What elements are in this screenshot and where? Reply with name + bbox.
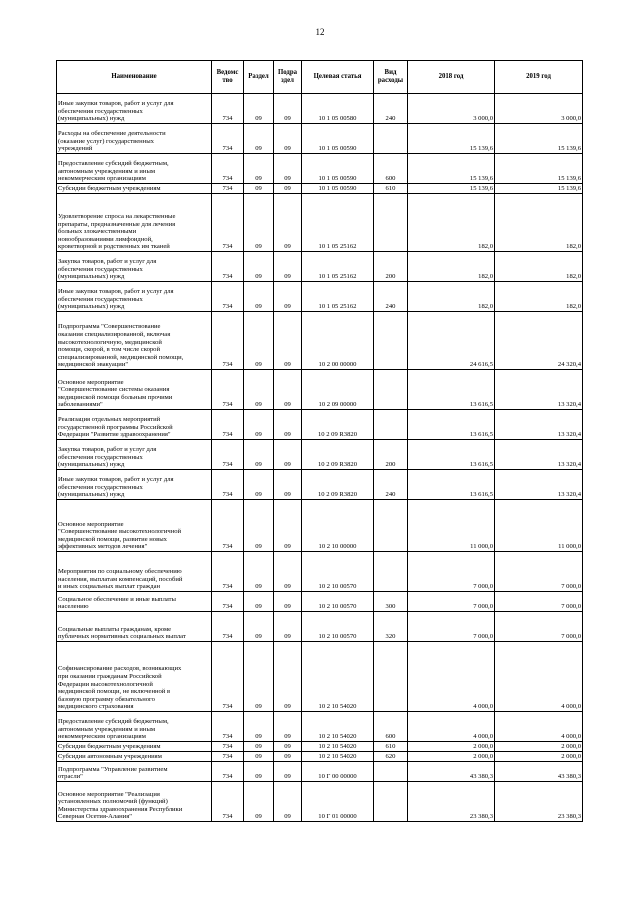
table-row: [57, 470, 583, 500]
cell-2019: 13 320,4: [495, 470, 583, 500]
cell-target: 10 2 10 54020: [302, 752, 374, 762]
cell-2018: 4 000,0: [408, 712, 495, 742]
cell-section: 09: [244, 752, 274, 762]
cell-target: 10 1 05 00580: [302, 94, 374, 124]
cell-name: Иные закупки товаров, работ и услуг для обеспечения государственных (муниципальных) нужд: [57, 94, 212, 124]
table-body: [57, 94, 583, 822]
table-row: [57, 642, 583, 712]
cell-dept: 734: [212, 184, 244, 194]
cell-subsection: 09: [274, 470, 302, 500]
cell-dept: 734: [212, 712, 244, 742]
cell-dept: 734: [212, 500, 244, 552]
cell-2018: 24 616,5: [408, 312, 495, 370]
cell-dept: 734: [212, 124, 244, 154]
cell-name: Социальные выплаты гражданам, кроме публичных нормативных социальных выплат: [57, 612, 212, 642]
cell-name: Реализация отдельных мероприятий государственной программы Российской Федерации "Развитие здравоохранения": [57, 410, 212, 440]
cell-name: Удовлетворение спроса на лекарственные препараты, предназначенные для лечения больных злокачественными новообразованиями лимфоидной, кроветворной и родственных им тканей: [57, 194, 212, 252]
cell-section: 09: [244, 642, 274, 712]
cell-2019: 182,0: [495, 252, 583, 282]
cell-dept: 734: [212, 752, 244, 762]
cell-target: 10 1 05 00590: [302, 124, 374, 154]
cell-section: 09: [244, 94, 274, 124]
cell-exptype: [374, 312, 408, 370]
table-row: [57, 154, 583, 184]
cell-2018: 182,0: [408, 194, 495, 252]
cell-dept: 734: [212, 370, 244, 410]
cell-name: Подпрограмма "Совершенствование оказания специализированной, включая высокотехнологичную, медицинской помощи, скорой, в том числе скорой специализированной, медицинской помощи, медицинской эвакуации": [57, 312, 212, 370]
cell-dept: 734: [212, 312, 244, 370]
cell-section: 09: [244, 612, 274, 642]
table-row: [57, 194, 583, 252]
cell-section: 09: [244, 470, 274, 500]
cell-2019: 2 000,0: [495, 752, 583, 762]
cell-dept: 734: [212, 94, 244, 124]
cell-2019: 13 320,4: [495, 410, 583, 440]
cell-subsection: 09: [274, 782, 302, 822]
cell-2018: 182,0: [408, 282, 495, 312]
cell-dept: 734: [212, 252, 244, 282]
cell-exptype: 610: [374, 742, 408, 752]
cell-section: 09: [244, 440, 274, 470]
cell-2019: 182,0: [495, 282, 583, 312]
cell-subsection: 09: [274, 370, 302, 410]
cell-name: Субсидии бюджетным учреждениям: [57, 184, 212, 194]
cell-dept: 734: [212, 194, 244, 252]
cell-dept: 734: [212, 642, 244, 712]
cell-subsection: 09: [274, 612, 302, 642]
cell-target: 10 2 10 54020: [302, 712, 374, 742]
cell-dept: 734: [212, 762, 244, 782]
cell-2018: 4 000,0: [408, 642, 495, 712]
cell-name: Закупка товаров, работ и услуг для обеспечения государственных (муниципальных) нужд: [57, 440, 212, 470]
cell-subsection: 09: [274, 552, 302, 592]
table-row: [57, 282, 583, 312]
cell-exptype: [374, 782, 408, 822]
cell-name: Расходы на обеспечение деятельности (оказание услуг) государственных учреждений: [57, 124, 212, 154]
cell-subsection: 09: [274, 592, 302, 612]
cell-subsection: 09: [274, 742, 302, 752]
cell-target: 10 2 09 R3820: [302, 410, 374, 440]
cell-subsection: 09: [274, 642, 302, 712]
cell-2018: 15 139,6: [408, 124, 495, 154]
cell-target: 10 2 09 R3820: [302, 470, 374, 500]
cell-2018: 7 000,0: [408, 592, 495, 612]
cell-2018: 2 000,0: [408, 742, 495, 752]
cell-name: Мероприятия по социальному обеспечению населения, выплатам компенсаций, пособий и иных социальных выплат граждан: [57, 552, 212, 592]
cell-section: 09: [244, 552, 274, 592]
cell-target: 10 2 10 54020: [302, 642, 374, 712]
table-row: [57, 312, 583, 370]
cell-section: 09: [244, 782, 274, 822]
cell-2018: 13 616,5: [408, 470, 495, 500]
cell-subsection: 09: [274, 94, 302, 124]
cell-2019: 7 000,0: [495, 552, 583, 592]
cell-name: Иные закупки товаров, работ и услуг для обеспечения государственных (муниципальных) нужд: [57, 282, 212, 312]
cell-2019: 13 320,4: [495, 370, 583, 410]
table-row: [57, 184, 583, 194]
cell-2018: 182,0: [408, 252, 495, 282]
cell-subsection: 09: [274, 194, 302, 252]
cell-2018: 7 000,0: [408, 612, 495, 642]
cell-section: 09: [244, 252, 274, 282]
cell-2019: 4 000,0: [495, 642, 583, 712]
cell-exptype: [374, 642, 408, 712]
cell-subsection: 09: [274, 410, 302, 440]
cell-exptype: 620: [374, 752, 408, 762]
table-row: [57, 712, 583, 742]
cell-subsection: 09: [274, 124, 302, 154]
header-2019: 2019 год: [495, 61, 583, 94]
cell-dept: 734: [212, 612, 244, 642]
cell-target: 10 1 05 25162: [302, 252, 374, 282]
cell-dept: 734: [212, 154, 244, 184]
table-row: [57, 762, 583, 782]
cell-subsection: 09: [274, 184, 302, 194]
cell-section: 09: [244, 312, 274, 370]
cell-section: 09: [244, 154, 274, 184]
cell-dept: 734: [212, 742, 244, 752]
cell-name: Софинансирование расходов, возникающих при оказании гражданам Российской Федерации высокотехнологичной медицинской помощи, не включенной в базовую программу обязательного медицинского страхования: [57, 642, 212, 712]
cell-subsection: 09: [274, 500, 302, 552]
cell-2018: 11 000,0: [408, 500, 495, 552]
cell-2018: 13 616,5: [408, 370, 495, 410]
cell-section: 09: [244, 184, 274, 194]
header-exptype: Вид расходы: [374, 61, 408, 94]
cell-name: Предоставление субсидий бюджетным, автономным учреждениям и иным некоммерческим организациям: [57, 712, 212, 742]
cell-target: 10 2 10 00570: [302, 612, 374, 642]
cell-exptype: 240: [374, 470, 408, 500]
cell-2019: 4 000,0: [495, 712, 583, 742]
cell-2019: 24 320,4: [495, 312, 583, 370]
cell-name: Основное мероприятие "Совершенствование системы оказания медицинской помощи больным прочими заболеваниями": [57, 370, 212, 410]
cell-exptype: [374, 124, 408, 154]
cell-section: 09: [244, 370, 274, 410]
cell-2018: 7 000,0: [408, 552, 495, 592]
cell-name: Основное мероприятие "Реализация установленных полномочий (функций) Министерства здравоохранения Республики Северная Осетия-Алания": [57, 782, 212, 822]
cell-target: 10 2 00 00000: [302, 312, 374, 370]
cell-exptype: [374, 410, 408, 440]
cell-dept: 734: [212, 470, 244, 500]
budget-table: [56, 60, 583, 822]
cell-2019: 23 380,3: [495, 782, 583, 822]
table-row: [57, 752, 583, 762]
cell-2018: 43 380,3: [408, 762, 495, 782]
cell-2019: 7 000,0: [495, 592, 583, 612]
cell-exptype: 240: [374, 282, 408, 312]
cell-name: Иные закупки товаров, работ и услуг для обеспечения государственных (муниципальных) нужд: [57, 470, 212, 500]
cell-exptype: 300: [374, 592, 408, 612]
cell-section: 09: [244, 194, 274, 252]
cell-exptype: 320: [374, 612, 408, 642]
table-row: [57, 500, 583, 552]
cell-2019: 2 000,0: [495, 742, 583, 752]
cell-subsection: 09: [274, 752, 302, 762]
table-row: [57, 94, 583, 124]
cell-subsection: 09: [274, 440, 302, 470]
table-row: [57, 782, 583, 822]
cell-exptype: 200: [374, 440, 408, 470]
cell-name: Субсидии бюджетным учреждениям: [57, 742, 212, 752]
cell-section: 09: [244, 124, 274, 154]
cell-target: 10 1 05 25162: [302, 282, 374, 312]
header-2018: 2018 год: [408, 61, 495, 94]
cell-2018: 23 380,3: [408, 782, 495, 822]
cell-target: 10 2 09 R3820: [302, 440, 374, 470]
cell-dept: 734: [212, 282, 244, 312]
cell-exptype: [374, 370, 408, 410]
cell-exptype: 240: [374, 94, 408, 124]
cell-2018: 15 139,6: [408, 154, 495, 184]
cell-exptype: 610: [374, 184, 408, 194]
cell-target: 10 2 10 54020: [302, 742, 374, 752]
cell-2018: 13 616,5: [408, 440, 495, 470]
header-target: Целевая статья: [302, 61, 374, 94]
cell-2019: 13 320,4: [495, 440, 583, 470]
cell-section: 09: [244, 282, 274, 312]
cell-exptype: [374, 500, 408, 552]
cell-2019: 15 139,6: [495, 154, 583, 184]
cell-dept: 734: [212, 410, 244, 440]
cell-target: 10 1 05 00590: [302, 184, 374, 194]
cell-exptype: 200: [374, 252, 408, 282]
cell-dept: 734: [212, 440, 244, 470]
cell-exptype: 600: [374, 154, 408, 184]
cell-target: 10 2 10 00570: [302, 552, 374, 592]
table-header-row: [57, 61, 583, 94]
cell-exptype: 600: [374, 712, 408, 742]
cell-subsection: 09: [274, 712, 302, 742]
cell-section: 09: [244, 410, 274, 440]
cell-subsection: 09: [274, 762, 302, 782]
table-row: [57, 592, 583, 612]
cell-2019: 182,0: [495, 194, 583, 252]
cell-target: 10 Г 00 00000: [302, 762, 374, 782]
cell-dept: 734: [212, 782, 244, 822]
cell-2019: 43 380,3: [495, 762, 583, 782]
cell-subsection: 09: [274, 252, 302, 282]
cell-section: 09: [244, 762, 274, 782]
table-row: [57, 410, 583, 440]
cell-subsection: 09: [274, 154, 302, 184]
cell-name: Субсидии автономным учреждениям: [57, 752, 212, 762]
cell-dept: 734: [212, 552, 244, 592]
cell-2018: 2 000,0: [408, 752, 495, 762]
table-row: [57, 252, 583, 282]
table-row: [57, 612, 583, 642]
cell-section: 09: [244, 742, 274, 752]
table-row: [57, 552, 583, 592]
cell-2018: 3 000,0: [408, 94, 495, 124]
cell-dept: 734: [212, 592, 244, 612]
cell-2019: 15 139,6: [495, 184, 583, 194]
cell-2019: 3 000,0: [495, 94, 583, 124]
cell-target: 10 2 09 00000: [302, 370, 374, 410]
cell-section: 09: [244, 712, 274, 742]
cell-exptype: [374, 552, 408, 592]
cell-exptype: [374, 762, 408, 782]
table-row: [57, 370, 583, 410]
cell-exptype: [374, 194, 408, 252]
cell-name: Предоставление субсидий бюджетным, автономным учреждениям и иным некоммерческим организациям: [57, 154, 212, 184]
cell-name: Основное мероприятие "Совершенствование высокотехнологичной медицинской помощи, развитие новых эффективных методов лечения": [57, 500, 212, 552]
header-dept: Ведомс тво: [212, 61, 244, 94]
cell-section: 09: [244, 500, 274, 552]
header-name: Наименование: [57, 61, 212, 94]
cell-name: Социальное обеспечение и иные выплаты населению: [57, 592, 212, 612]
cell-2019: 15 139,6: [495, 124, 583, 154]
cell-2018: 13 616,5: [408, 410, 495, 440]
cell-target: 10 Г 01 00000: [302, 782, 374, 822]
cell-section: 09: [244, 592, 274, 612]
cell-name: Подпрограмма "Управление развитием отрасли": [57, 762, 212, 782]
header-section: Раздел: [244, 61, 274, 94]
header-subsection: Подра здел: [274, 61, 302, 94]
cell-2018: 15 139,6: [408, 184, 495, 194]
cell-name: Закупка товаров, работ и услуг для обеспечения государственных (муниципальных) нужд: [57, 252, 212, 282]
cell-target: 10 1 05 00590: [302, 154, 374, 184]
table-row: [57, 440, 583, 470]
table-row: [57, 742, 583, 752]
table-row: [57, 124, 583, 154]
page-number: 12: [315, 27, 325, 37]
cell-target: 10 2 10 00570: [302, 592, 374, 612]
cell-target: 10 1 05 25162: [302, 194, 374, 252]
cell-2019: 7 000,0: [495, 612, 583, 642]
cell-target: 10 2 10 00000: [302, 500, 374, 552]
cell-2019: 11 000,0: [495, 500, 583, 552]
cell-subsection: 09: [274, 312, 302, 370]
cell-subsection: 09: [274, 282, 302, 312]
